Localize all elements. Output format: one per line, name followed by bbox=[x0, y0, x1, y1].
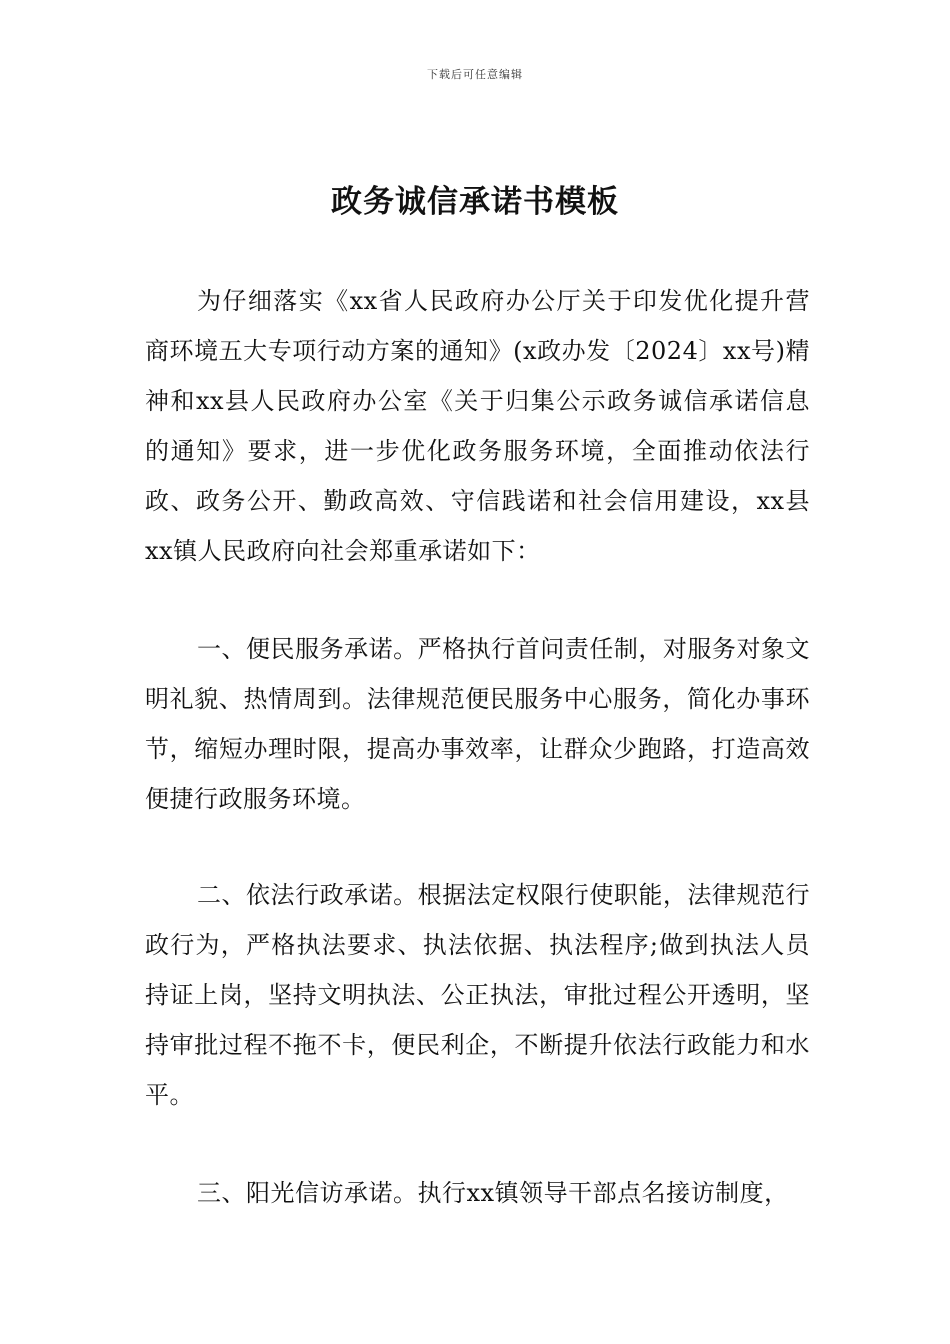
paragraph-convenience-service: 一、便民服务承诺。严格执行首问责任制，对服务对象文明礼貌、热情周到。法律规范便民服务中心服务，简化办事环节，缩短办理时限，提高办事效率，让群众少跑路，打造高效便捷行政服务环境。 bbox=[145, 635, 810, 813]
document-title: 政务诚信承诺书模板 bbox=[331, 184, 619, 220]
paragraph-petition: 三、阳光信访承诺。执行xx镇领导干部点名接访制度， bbox=[197, 1179, 789, 1207]
page-header-note: 下载后可任意编辑 bbox=[427, 68, 523, 81]
paragraph-lawful-administration: 二、依法行政承诺。根据法定权限行使职能，法律规范行政行为，严格执法要求、执法依据、执法程序;做到执法人员持证上岗，坚持文明执法、公正执法，审批过程公开透明，坚持审批过程不拖不卡，便民利企，不断提升依法行政能力和水平。 bbox=[145, 881, 810, 1109]
paragraph-intro: 为仔细落实《xx省人民政府办公厅关于印发优化提升营商环境五大专项行动方案的通知》(x政办发〔2024〕xx号)精神和xx县人民政府办公室《关于归集公示政务诚信承诺信息的通知》要求，进一步优化政务服务环境，全面推动依法行政、政务公开、勤政高效、守信践诺和社会信用建设，xx县xx镇人民政府向社会郑重承诺如下： bbox=[145, 287, 810, 565]
